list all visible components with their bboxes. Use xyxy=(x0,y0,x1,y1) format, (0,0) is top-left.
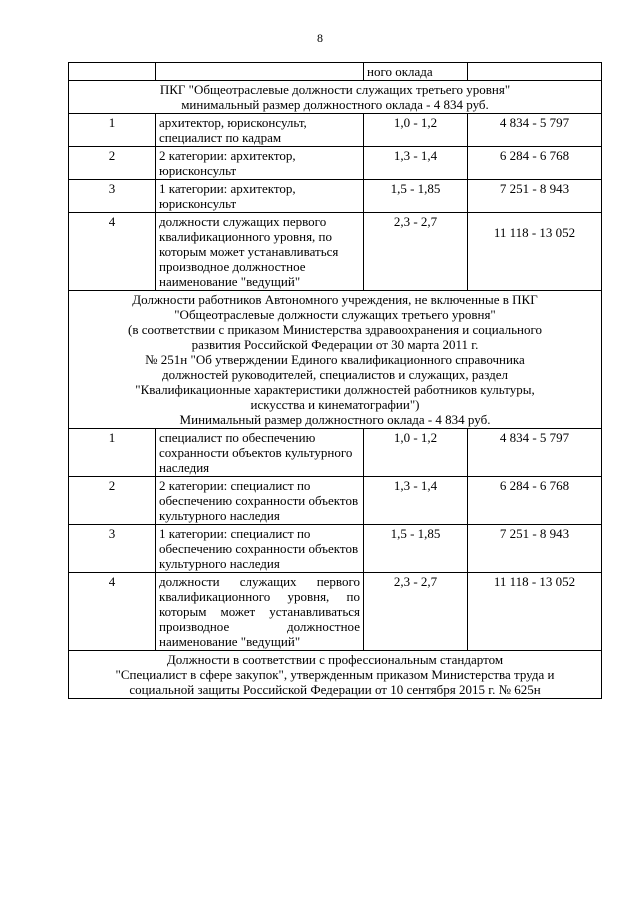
row-number: 4 xyxy=(69,213,156,291)
position-name: 2 категории: архитектор, юрисконсульт xyxy=(156,147,364,180)
table-row xyxy=(69,525,602,573)
section-header-not-included xyxy=(69,291,602,429)
position-name: должности служащих первого квалификационного уровня, по которым может устанавливаться производное должностное наименование "ведущий" xyxy=(156,573,364,651)
coefficient: 1,0 - 1,2 xyxy=(364,114,468,147)
salary-table xyxy=(68,62,602,699)
row-number: 3 xyxy=(69,180,156,213)
section-header-prof-standard xyxy=(69,651,602,699)
header-line: должностей руководителей, специалистов и служащих, раздел xyxy=(162,367,508,382)
table-row xyxy=(69,114,602,147)
section-header-row xyxy=(69,291,602,429)
salary-range: 7 251 - 8 943 xyxy=(468,525,602,573)
section-header-pkg-third-level xyxy=(69,81,602,114)
coefficient: 2,3 - 2,7 xyxy=(364,213,468,291)
row-number: 2 xyxy=(69,477,156,525)
table-row xyxy=(69,573,602,651)
salary-range: 11 118 - 13 052 xyxy=(468,213,602,291)
header-line: развития Российской Федерации от 30 марта 2011 г. xyxy=(191,337,479,352)
header-line: "Квалификационные характеристики должностей работников культуры, xyxy=(135,382,535,397)
position-name: 1 категории: специалист по обеспечению сохранности объектов культурного наследия xyxy=(156,525,364,573)
page-number: 8 xyxy=(317,31,323,45)
row-number: 1 xyxy=(69,429,156,477)
table-row xyxy=(69,147,602,180)
table-row xyxy=(69,429,602,477)
header-line: минимальный размер должностного оклада - 4 834 руб. xyxy=(181,97,489,112)
header-line: № 251н "Об утверждении Единого квалификационного справочника xyxy=(145,352,525,367)
table-cell xyxy=(468,63,602,81)
position-name: 1 категории: архитектор, юрисконсульт xyxy=(156,180,364,213)
coefficient: 1,0 - 1,2 xyxy=(364,429,468,477)
header-line: "Специалист в сфере закупок", утвержденным приказом Министерства труда и xyxy=(115,667,555,682)
salary-range: 7 251 - 8 943 xyxy=(468,180,602,213)
header-line: (в соответствии с приказом Министерства здравоохранения и социального xyxy=(128,322,542,337)
table-row xyxy=(69,63,602,81)
row-number: 4 xyxy=(69,573,156,651)
section-header-row xyxy=(69,81,602,114)
coefficient: 1,3 - 1,4 xyxy=(364,147,468,180)
table-cell xyxy=(156,63,364,81)
table-row xyxy=(69,477,602,525)
salary-range: 6 284 - 6 768 xyxy=(468,477,602,525)
header-line: "Общеотраслевые должности служащих третьего уровня" xyxy=(174,307,496,322)
salary-range: 4 834 - 5 797 xyxy=(468,429,602,477)
table-row xyxy=(69,213,602,291)
position-name: архитектор, юрисконсульт, специалист по кадрам xyxy=(156,114,364,147)
position-name: 2 категории: специалист по обеспечению сохранности объектов культурного наследия xyxy=(156,477,364,525)
position-name: должности служащих первого квалификационного уровня, по которым может устанавливаться производное должностное наименование "ведущий" xyxy=(156,213,364,291)
row-number: 2 xyxy=(69,147,156,180)
coefficient: 2,3 - 2,7 xyxy=(364,573,468,651)
salary-range: 6 284 - 6 768 xyxy=(468,147,602,180)
table-cell: ного оклада xyxy=(364,63,468,81)
coefficient: 1,5 - 1,85 xyxy=(364,180,468,213)
row-number: 1 xyxy=(69,114,156,147)
header-line: социальной защиты Российской Федерации от 10 сентября 2015 г. № 625н xyxy=(129,682,541,697)
header-line: ПКГ "Общеотраслевые должности служащих третьего уровня" xyxy=(159,82,511,97)
header-line: Должности работников Автономного учреждения, не включенные в ПКГ xyxy=(132,292,538,307)
row-number: 3 xyxy=(69,525,156,573)
table-cell xyxy=(69,63,156,81)
position-name: специалист по обеспечению сохранности объектов культурного наследия xyxy=(156,429,364,477)
coefficient: 1,3 - 1,4 xyxy=(364,477,468,525)
coefficient: 1,5 - 1,85 xyxy=(364,525,468,573)
header-line: Должности в соответствии с профессиональным стандартом xyxy=(166,652,504,667)
section-header-row xyxy=(69,651,602,699)
salary-range: 11 118 - 13 052 xyxy=(468,573,602,651)
header-line: Минимальный размер должностного оклада - 4 834 руб. xyxy=(179,412,491,427)
table-row xyxy=(69,180,602,213)
header-line: искусства и кинематографии") xyxy=(250,397,420,412)
salary-range: 4 834 - 5 797 xyxy=(468,114,602,147)
